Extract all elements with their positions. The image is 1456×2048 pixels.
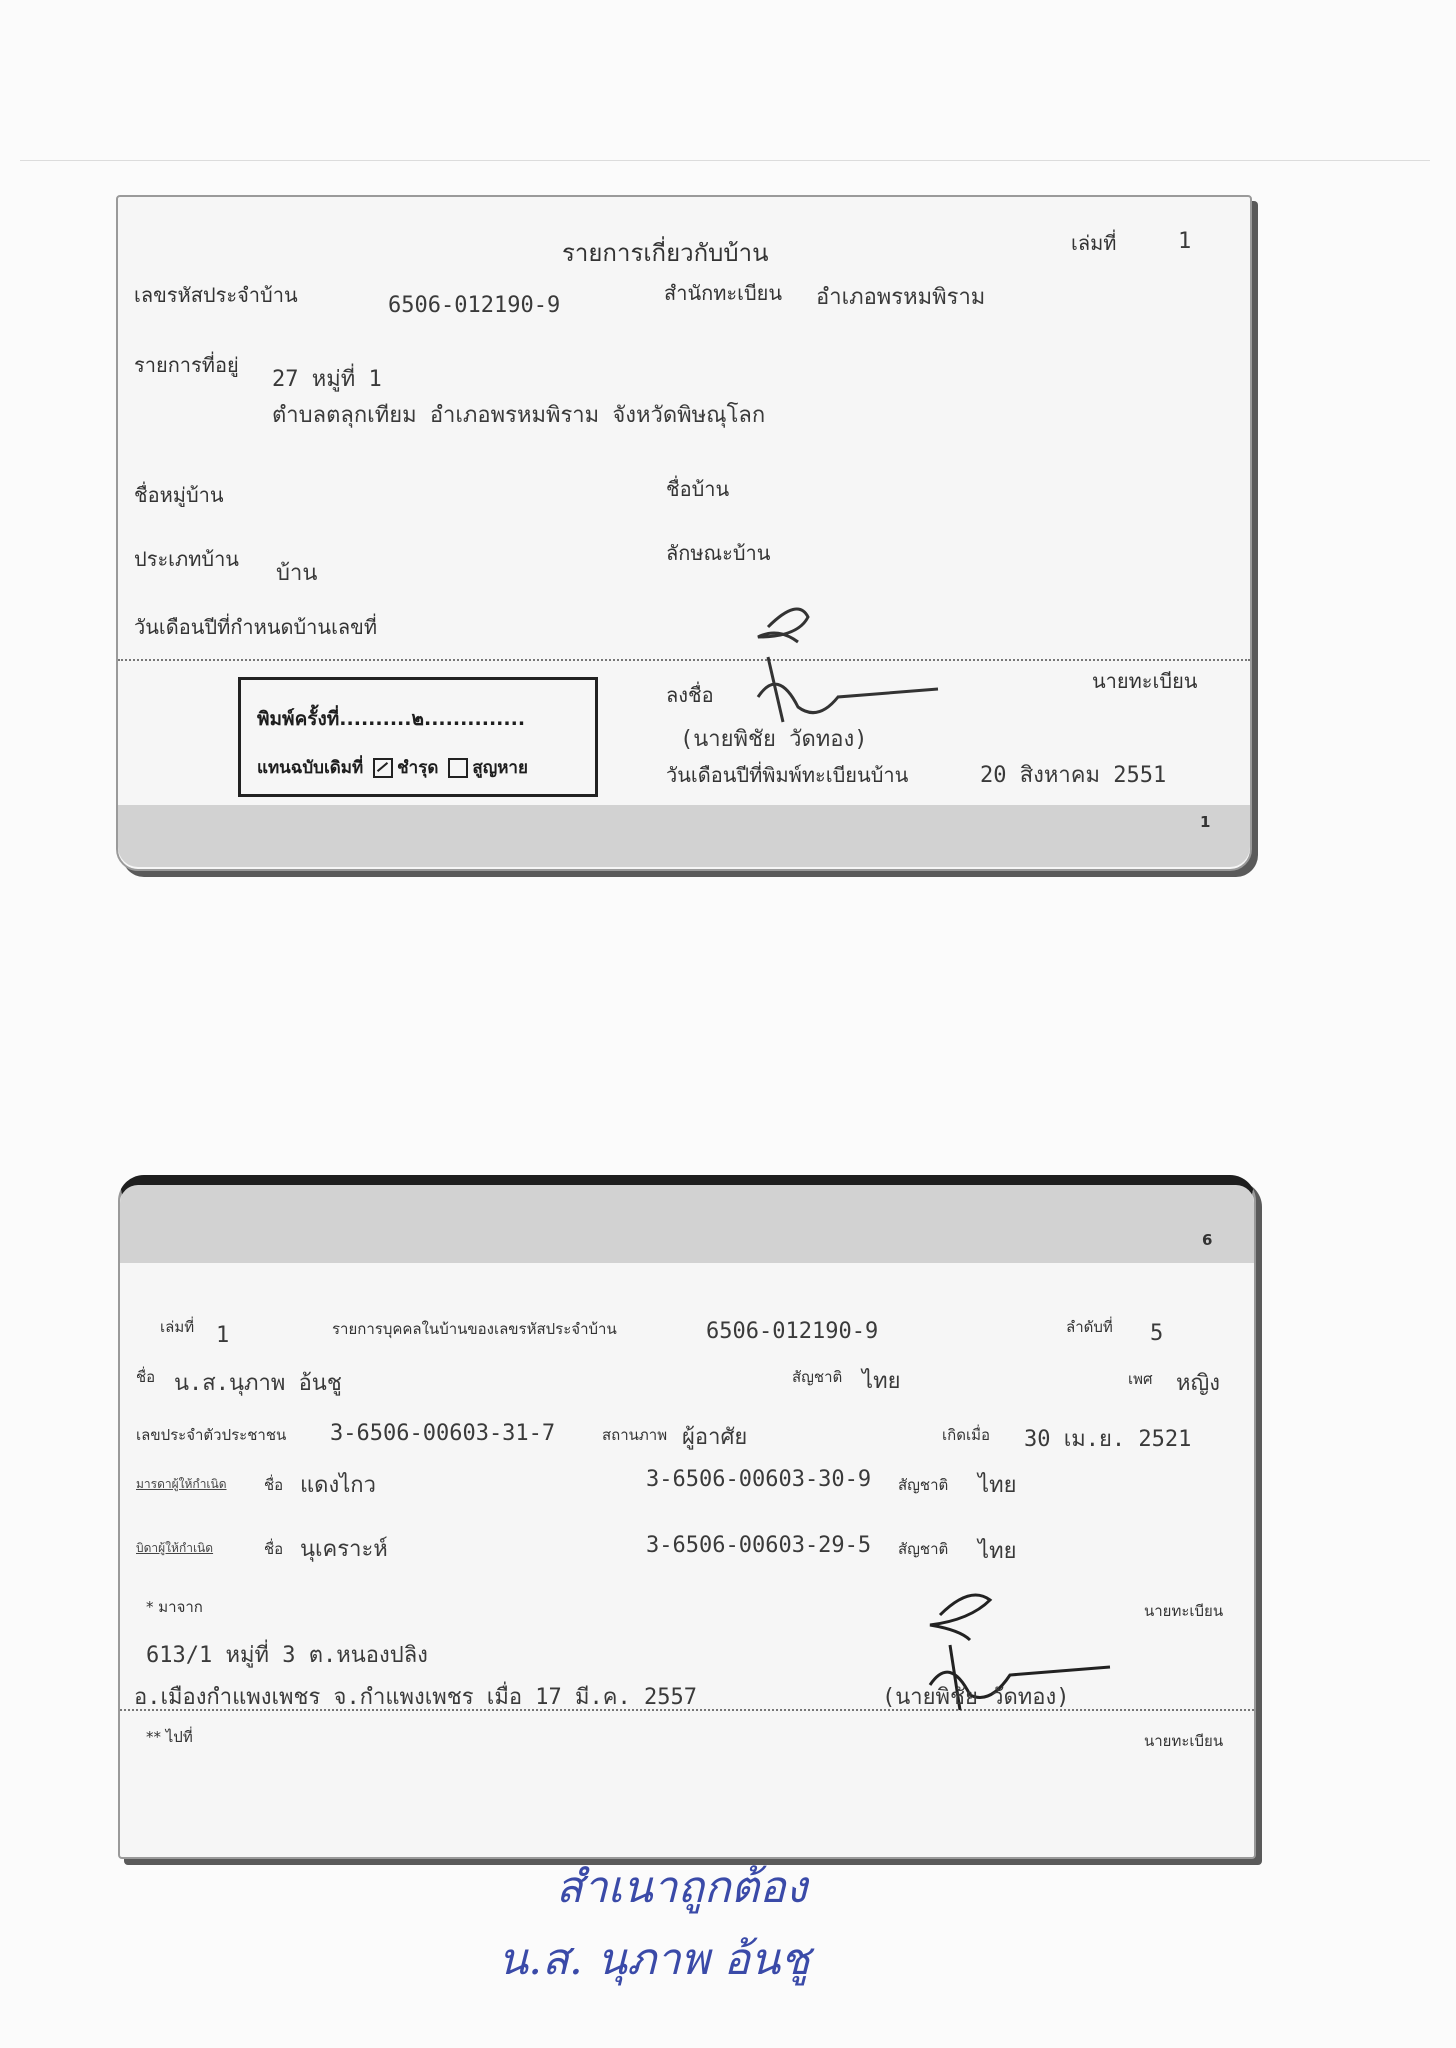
- father-nat-label: สัญชาติ: [898, 1540, 949, 1558]
- lost-checkbox: [448, 758, 468, 778]
- sex: หญิง: [1176, 1371, 1220, 1396]
- handwritten-name: น.ส. นุภาพ อ้นชู: [498, 1934, 811, 1985]
- registry-office: อำเภอพรหมพิราม: [816, 285, 986, 310]
- sheet-edge: [20, 160, 1430, 161]
- book-label: เล่มที่: [1071, 231, 1117, 255]
- born-date: 30 เม.ย. 2521: [1024, 1427, 1192, 1452]
- registrar-title: นายทะเบียน: [1092, 669, 1198, 693]
- person-name: น.ส.นุภาพ อ้นชู: [174, 1371, 342, 1396]
- list-label: รายการบุคคลในบ้านของเลขรหัสประจำบ้าน: [332, 1320, 617, 1338]
- mother-nat: ไทย: [978, 1473, 1017, 1498]
- house-record-card: [116, 195, 1252, 871]
- handwritten-certified: สำเนาถูกต้อง: [556, 1862, 808, 1913]
- stamp-damaged: ชำรุด: [397, 758, 439, 778]
- house-id-label: เลขรหัสประจำบ้าน: [134, 283, 298, 307]
- book-no: 1: [1178, 229, 1192, 254]
- stamp-lost: สูญหาย: [472, 758, 528, 778]
- mother-label: มารดาผู้ให้กำเนิด: [136, 1477, 227, 1491]
- print-date: 20 สิงหาคม 2551: [980, 763, 1167, 788]
- page-number: 6: [1202, 1231, 1213, 1249]
- house-id: 6506-012190-9: [706, 1319, 879, 1344]
- registrar-name: (นายพิชัย วัดทอง): [680, 727, 868, 752]
- father-name: นุเคราะห์: [300, 1537, 388, 1562]
- born-label: เกิดเมื่อ: [942, 1426, 990, 1444]
- stamp-replace-label: แทนฉบับเดิมที่: [257, 758, 364, 778]
- father-id: 3-6506-00603-29-5: [646, 1533, 872, 1558]
- header-bar: [120, 1185, 1254, 1263]
- house-character-label: ลักษณะบ้าน: [666, 541, 771, 565]
- citizen-id: 3-6506-00603-31-7: [330, 1421, 556, 1446]
- registrar-title-1: นายทะเบียน: [1144, 1602, 1224, 1620]
- book-label: เล่มที่: [160, 1318, 195, 1336]
- id-label: เลขประจำตัวประชาชน: [136, 1426, 287, 1444]
- house-id: 6506-012190-9: [388, 293, 561, 318]
- address-label: รายการที่อยู่: [134, 353, 239, 377]
- status-label: สถานภาพ: [602, 1426, 668, 1444]
- moved-from-line1: 613/1 หมู่ที่ 3 ต.หนองปลิง: [146, 1643, 428, 1668]
- name-label: ชื่อ: [136, 1368, 156, 1386]
- person-record-card: [118, 1175, 1256, 1859]
- nationality-label: สัญชาติ: [792, 1368, 843, 1386]
- registrar-title-2: นายทะเบียน: [1144, 1732, 1224, 1750]
- sex-label: เพศ: [1128, 1370, 1153, 1388]
- mother-id: 3-6506-00603-30-9: [646, 1467, 872, 1492]
- address-line1: 27 หมู่ที่ 1: [272, 367, 382, 392]
- status: ผู้อาศัย: [682, 1425, 748, 1450]
- address-line2: ตำบลตลุกเทียม อำเภอพรหมพิราม จังหวัดพิษณุโลก: [272, 403, 766, 428]
- stamp-replace-line: [257, 754, 528, 781]
- mother-name-label: ชื่อ: [264, 1476, 284, 1494]
- date-assigned-label: วันเดือนปีที่กำหนดบ้านเลขที่: [134, 615, 378, 639]
- nationality: ไทย: [862, 1369, 901, 1394]
- stamp-print-line: พิมพ์ครั้งที่..........๒..............: [257, 708, 526, 730]
- sign-label: ลงชื่อ: [666, 683, 714, 707]
- registrar-signature: [738, 597, 978, 727]
- father-name-label: ชื่อ: [264, 1540, 284, 1558]
- house-record-title: รายการเกี่ยวกับบ้าน: [562, 239, 769, 267]
- page-number: 1: [1200, 813, 1211, 831]
- reprint-stamp: [238, 677, 598, 797]
- father-nat: ไทย: [978, 1539, 1017, 1564]
- house-type-label: ประเภทบ้าน: [134, 547, 239, 571]
- moved-from-line2: อ.เมืองกำแพงเพชร จ.กำแพงเพชร เมื่อ 17 มี.ค. 2557: [134, 1685, 697, 1710]
- registrar-name: (นายพิชัย วัดทอง): [882, 1685, 1070, 1710]
- moved-to-label: ** ไปที่: [146, 1728, 193, 1746]
- moved-from-label: * มาจาก: [146, 1598, 203, 1616]
- book-no: 1: [216, 1323, 230, 1348]
- print-date-label: วันเดือนปีที่พิมพ์ทะเบียนบ้าน: [666, 763, 909, 787]
- house-name-label: ชื่อบ้าน: [666, 477, 730, 501]
- stamp-print-label: พิมพ์ครั้งที่..........: [257, 708, 412, 730]
- order-label: ลำดับที่: [1066, 1318, 1113, 1336]
- order-no: 5: [1150, 1321, 1164, 1346]
- village-name-label: ชื่อหมู่บ้าน: [134, 483, 224, 507]
- footer-bar: [118, 805, 1250, 867]
- stamp-print-no: ๒: [411, 708, 424, 730]
- divider-dotted: [118, 659, 1250, 661]
- registry-office-label: สำนักทะเบียน: [664, 281, 783, 305]
- father-label: บิดาผู้ให้กำเนิด: [136, 1541, 214, 1555]
- mother-name: แดงไกว: [300, 1473, 376, 1498]
- mother-nat-label: สัญชาติ: [898, 1476, 949, 1494]
- damaged-checkbox: [373, 758, 393, 778]
- house-type: บ้าน: [276, 561, 318, 586]
